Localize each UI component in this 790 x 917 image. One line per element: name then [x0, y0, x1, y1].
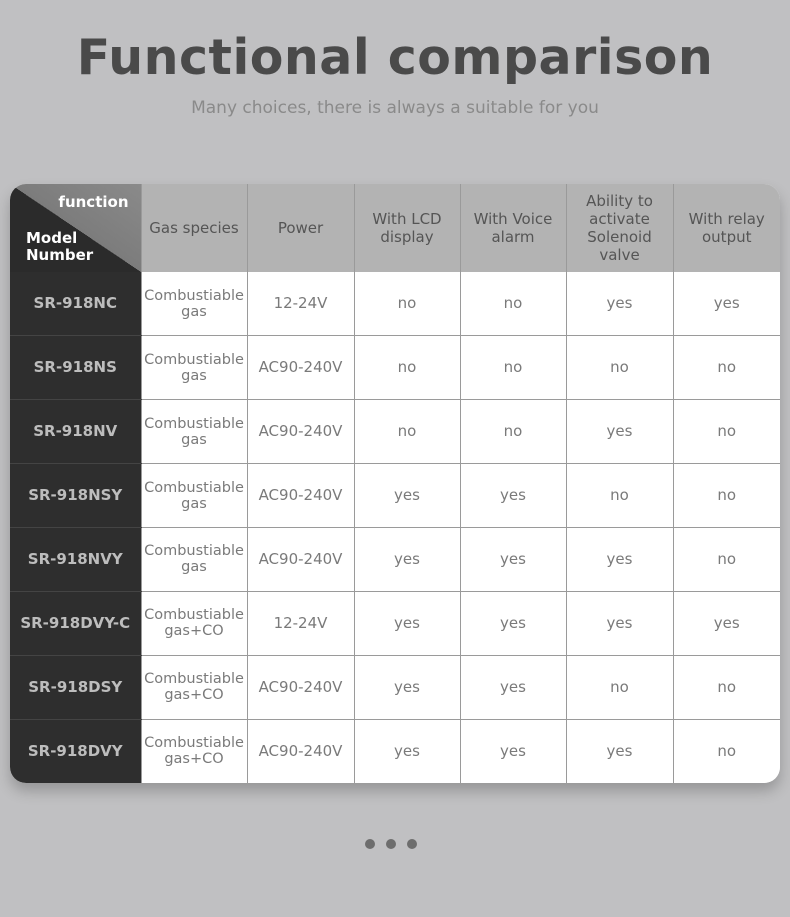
- cell-power: 12-24V: [247, 591, 354, 655]
- pagination-dot[interactable]: [386, 839, 396, 849]
- cell-relay-output: no: [673, 336, 780, 400]
- page-title: Functional comparison: [76, 29, 714, 86]
- cell-solenoid-valve: yes: [566, 528, 673, 592]
- pagination-dot[interactable]: [407, 839, 417, 849]
- cell-power: AC90-240V: [247, 464, 354, 528]
- cell-relay-output: no: [673, 528, 780, 592]
- pagination-dots: [365, 839, 428, 851]
- cell-voice-alarm: no: [460, 336, 566, 400]
- model-number-cell: SR-918NSY: [10, 464, 141, 528]
- cell-solenoid-valve: no: [566, 655, 673, 719]
- model-number-cell: SR-918DSY: [10, 655, 141, 719]
- cell-gas-species: Combustiable gas+CO: [141, 719, 247, 783]
- cell-voice-alarm: yes: [460, 528, 566, 592]
- cell-voice-alarm: no: [460, 400, 566, 464]
- cell-gas-species: Combustiable gas: [141, 400, 247, 464]
- cell-gas-species: Combustiable gas+CO: [141, 655, 247, 719]
- cell-solenoid-valve: yes: [566, 719, 673, 783]
- cell-gas-species: Combustiable gas+CO: [141, 591, 247, 655]
- header-solenoid-valve: Ability to activate Solenoid valve: [566, 184, 673, 272]
- comparison-table: [10, 184, 780, 783]
- cell-power: AC90-240V: [247, 400, 354, 464]
- table-row: [10, 464, 780, 528]
- header-lcd-display: With LCD display: [354, 184, 460, 272]
- model-number-cell: SR-918NS: [10, 336, 141, 400]
- cell-lcd-display: yes: [354, 464, 460, 528]
- cell-power: AC90-240V: [247, 528, 354, 592]
- model-number-cell: SR-918DVY-C: [10, 591, 141, 655]
- model-number-cell: SR-918DVY: [10, 719, 141, 783]
- cell-relay-output: no: [673, 464, 780, 528]
- cell-lcd-display: yes: [354, 528, 460, 592]
- header-gas-species: Gas species: [141, 184, 247, 272]
- cell-power: AC90-240V: [247, 336, 354, 400]
- table-row: [10, 528, 780, 592]
- cell-gas-species: Combustiable gas: [141, 528, 247, 592]
- cell-lcd-display: yes: [354, 655, 460, 719]
- model-number-label: Model Number: [26, 229, 94, 264]
- model-number-cell: SR-918NVY: [10, 528, 141, 592]
- comparison-table-container: [10, 184, 780, 783]
- cell-power: 12-24V: [247, 272, 354, 336]
- table-body: [10, 272, 780, 783]
- cell-solenoid-valve: no: [566, 336, 673, 400]
- cell-relay-output: yes: [673, 272, 780, 336]
- table-row: [10, 272, 780, 336]
- cell-lcd-display: yes: [354, 591, 460, 655]
- table-row: [10, 336, 780, 400]
- cell-relay-output: yes: [673, 591, 780, 655]
- header-power: Power: [247, 184, 354, 272]
- cell-voice-alarm: yes: [460, 464, 566, 528]
- cell-lcd-display: yes: [354, 719, 460, 783]
- cell-relay-output: no: [673, 655, 780, 719]
- header-row: [10, 184, 780, 272]
- cell-power: AC90-240V: [247, 719, 354, 783]
- table-row: [10, 719, 780, 783]
- cell-voice-alarm: no: [460, 272, 566, 336]
- cell-voice-alarm: yes: [460, 655, 566, 719]
- cell-solenoid-valve: yes: [566, 591, 673, 655]
- cell-solenoid-valve: yes: [566, 272, 673, 336]
- cell-lcd-display: no: [354, 272, 460, 336]
- cell-relay-output: no: [673, 719, 780, 783]
- function-label: function: [58, 193, 129, 211]
- cell-solenoid-valve: yes: [566, 400, 673, 464]
- page-subtitle: Many choices, there is always a suitable for you: [191, 98, 599, 118]
- corner-header-cell: [10, 184, 141, 272]
- cell-lcd-display: no: [354, 336, 460, 400]
- cell-voice-alarm: yes: [460, 591, 566, 655]
- cell-gas-species: Combustiable gas: [141, 272, 247, 336]
- model-number-cell: SR-918NC: [10, 272, 141, 336]
- model-number-cell: SR-918NV: [10, 400, 141, 464]
- cell-lcd-display: no: [354, 400, 460, 464]
- cell-gas-species: Combustiable gas: [141, 336, 247, 400]
- cell-relay-output: no: [673, 400, 780, 464]
- pagination-dot[interactable]: [365, 839, 375, 849]
- cell-gas-species: Combustiable gas: [141, 464, 247, 528]
- table-row: [10, 591, 780, 655]
- cell-power: AC90-240V: [247, 655, 354, 719]
- header-relay-output: With relay output: [673, 184, 780, 272]
- header-voice-alarm: With Voice alarm: [460, 184, 566, 272]
- cell-solenoid-valve: no: [566, 464, 673, 528]
- table-row: [10, 400, 780, 464]
- table-row: [10, 655, 780, 719]
- cell-voice-alarm: yes: [460, 719, 566, 783]
